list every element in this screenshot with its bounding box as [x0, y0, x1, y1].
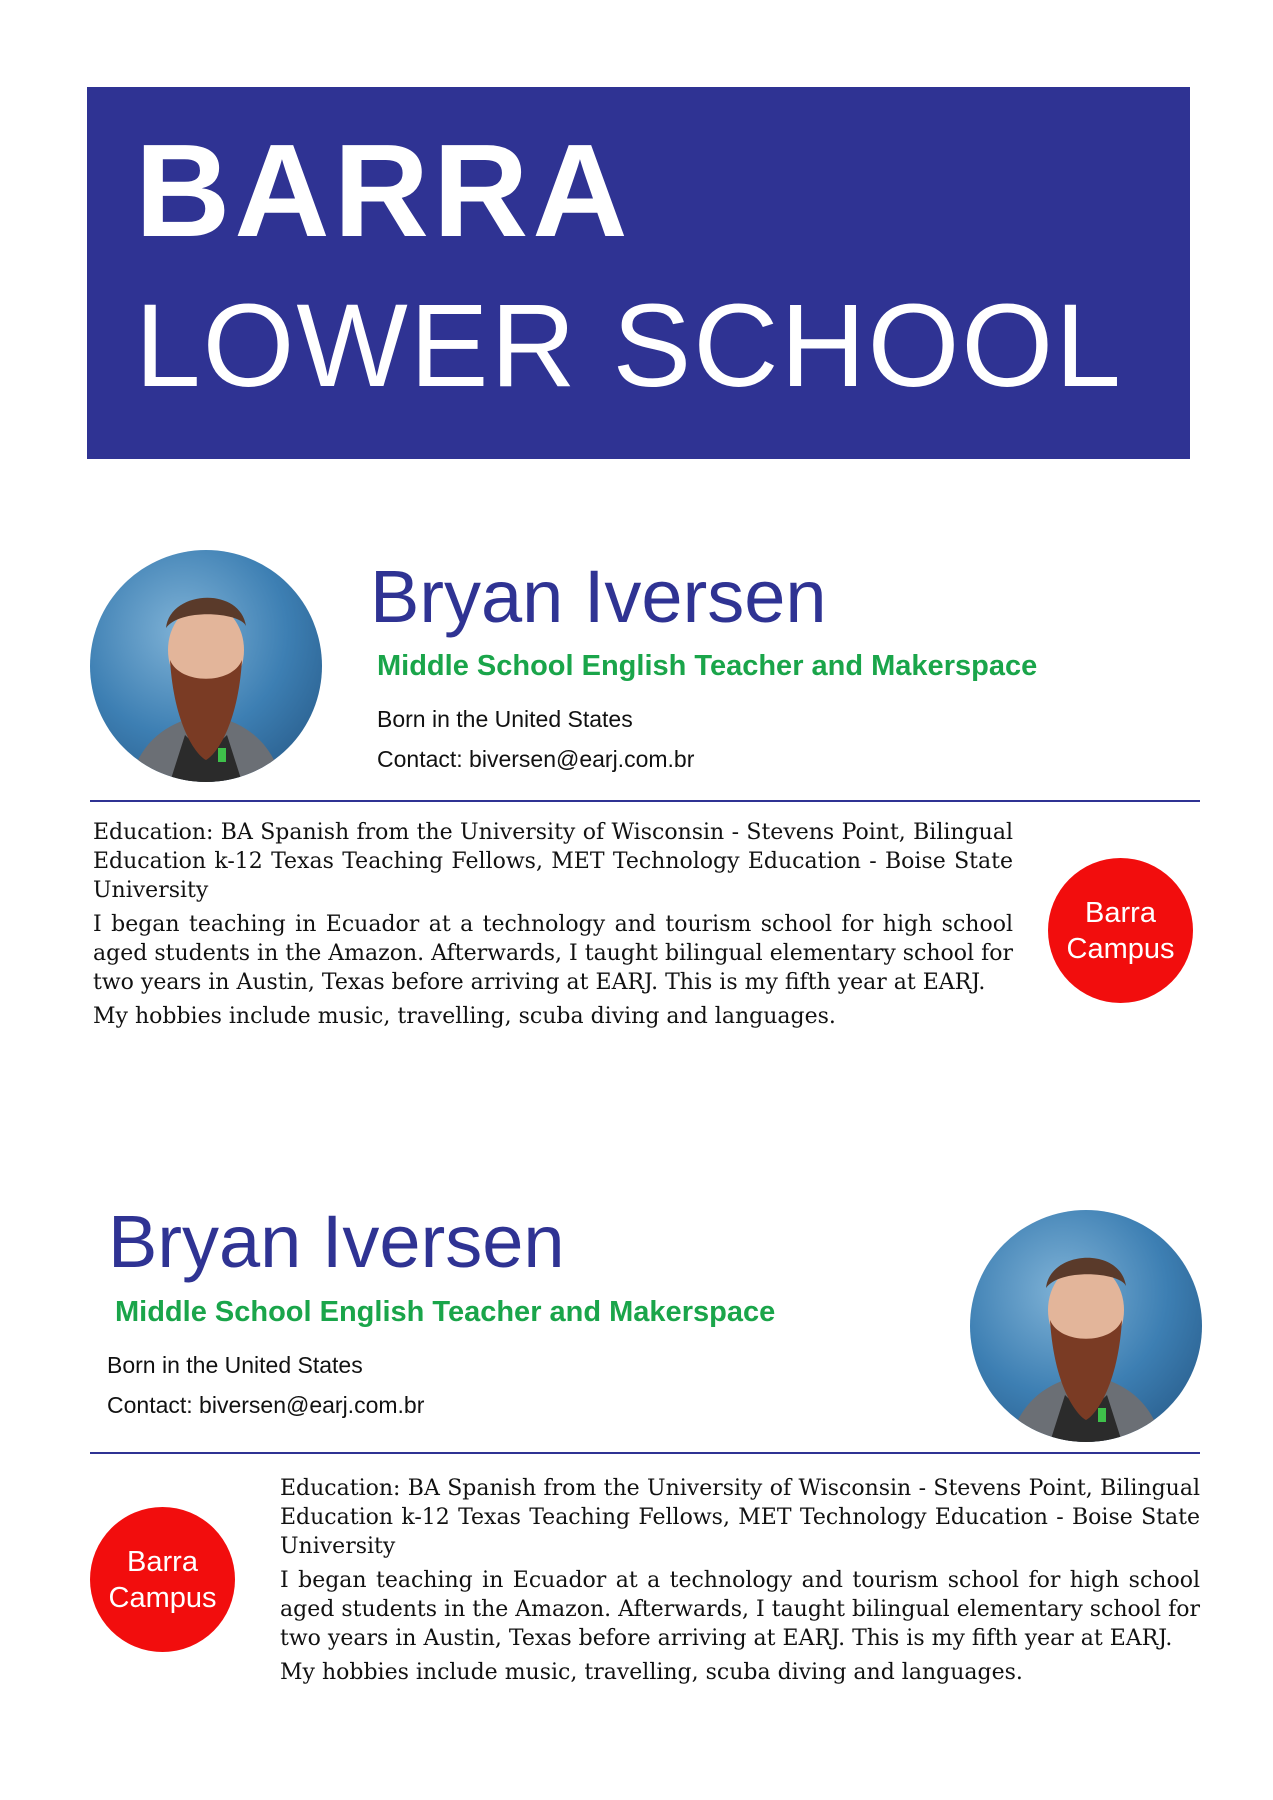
badge-line-2: Campus [1066, 932, 1175, 965]
experience-text: I began teaching in Ecuador at a technology and tourism school for high school aged students in the Amazon. Afterwards, I taught bilingual elementary school for two years in Austin, Texas before arriving at EARJ. This is my fifth year at EARJ. [280, 1568, 1200, 1651]
hobbies-text: My hobbies include music, travelling, scuba diving and languages. [93, 1004, 836, 1029]
badge-line-1: Barra [127, 1545, 198, 1578]
badge-line-2: Campus [108, 1581, 217, 1614]
birthplace: Born in the United States [107, 1352, 363, 1378]
campus-badge [90, 1507, 235, 1652]
section-divider [90, 1452, 1200, 1454]
campus-badge [1048, 858, 1193, 1003]
bio-text [93, 818, 1013, 1036]
teacher-name: Bryan Iversen [370, 555, 827, 638]
contact: Contact: biversen@earj.com.br [377, 746, 695, 772]
profile-photo [970, 1210, 1202, 1442]
teacher-role: Middle School English Teacher and Makerspace [377, 650, 1038, 682]
teacher-role: Middle School English Teacher and Makerspace [115, 1296, 776, 1328]
header-banner [87, 87, 1190, 459]
section-divider [90, 800, 1200, 802]
badge-line-1: Barra [1085, 896, 1156, 929]
header-title-light: LOWER SCHOOL [135, 280, 1123, 412]
contact: Contact: biversen@earj.com.br [107, 1392, 425, 1418]
birthplace: Born in the United States [377, 706, 633, 732]
experience-text: I began teaching in Ecuador at a technology and tourism school for high school aged students in the Amazon. Afterwards, I taught bilingual elementary school for two years in Austin, Texas before arriving at EARJ. This is my fifth year at EARJ. [93, 912, 1013, 995]
education-text: Education: BA Spanish from the University of Wisconsin - Stevens Point, Bilingual Education k-12 Texas Teaching Fellows, MET Technology Education - Boise State University [280, 1476, 1200, 1559]
hobbies-text: My hobbies include music, travelling, scuba diving and languages. [280, 1660, 1023, 1685]
teacher-name: Bryan Iversen [108, 1200, 565, 1283]
education-text: Education: BA Spanish from the University of Wisconsin - Stevens Point, Bilingual Education k-12 Texas Teaching Fellows, MET Technology Education - Boise State University [93, 820, 1013, 903]
header-title-bold: BARRA [135, 117, 632, 264]
profile-photo [90, 550, 322, 782]
bio-text [280, 1474, 1200, 1692]
